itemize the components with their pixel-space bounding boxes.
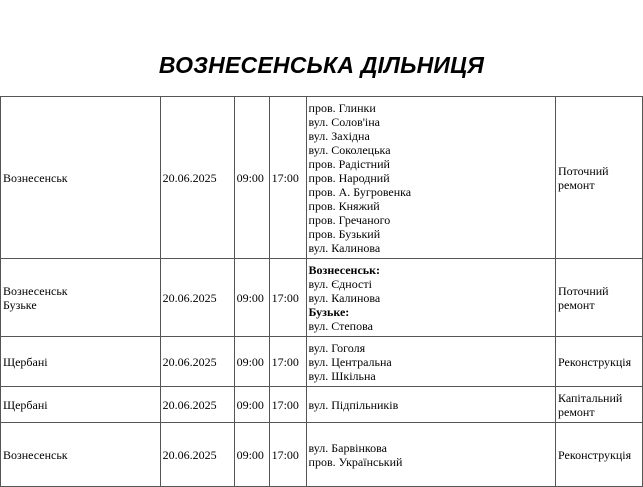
- street-name: пров. Народний: [308, 170, 390, 185]
- street-name: вул. Калинова: [308, 240, 381, 255]
- start-time-cell: [234, 259, 269, 337]
- street-name: пров. Український: [308, 454, 403, 469]
- start-time-cell: [234, 387, 269, 423]
- table-row: [1, 97, 643, 259]
- street-name: вул. Західна: [308, 128, 370, 143]
- outage-date: 20.06.2025: [162, 290, 217, 305]
- date-cell: [160, 337, 234, 387]
- date-cell: [160, 97, 234, 259]
- start-time-cell: [234, 337, 269, 387]
- start-time: 09:00: [236, 397, 264, 412]
- street-name: пров. Гречаного: [308, 212, 391, 227]
- start-time: 09:00: [236, 447, 264, 462]
- end-time-cell: [269, 259, 306, 337]
- outage-date: 20.06.2025: [162, 170, 217, 185]
- date-cell: [160, 387, 234, 423]
- street-name: пров. А. Бугровенка: [308, 184, 412, 199]
- start-time: 09:00: [236, 354, 264, 369]
- location-cell: [1, 97, 161, 259]
- street-name: вул. Калинова: [308, 290, 381, 305]
- street-name: вул. Єдності: [308, 276, 372, 291]
- end-time: 17:00: [271, 290, 299, 305]
- location-cell: [1, 259, 161, 337]
- start-time-cell: [234, 97, 269, 259]
- work-type: Реконструкція: [558, 354, 632, 369]
- street-name: пров. Бузький: [308, 226, 381, 241]
- end-time: 17:00: [271, 170, 299, 185]
- table-row: [1, 387, 643, 423]
- page-title: ВОЗНЕСЕНСЬКА ДІЛЬНИЦЯ: [158, 52, 485, 78]
- streets-cell: [306, 97, 555, 259]
- location-name: Щербані: [3, 354, 48, 369]
- end-time: 17:00: [271, 447, 299, 462]
- location-cell: [1, 387, 161, 423]
- end-time-cell: [269, 423, 306, 487]
- settlement-heading: Бузьке:: [308, 304, 350, 319]
- settlement-heading: Вознесенськ:: [308, 262, 381, 277]
- work-type-cell: [556, 423, 643, 487]
- location-name: Вознесенськ: [3, 283, 68, 298]
- street-name: вул. Центральна: [308, 354, 392, 369]
- start-time: 09:00: [236, 290, 264, 305]
- location-name: Щербані: [3, 397, 48, 412]
- location-cell: [1, 337, 161, 387]
- work-type: Реконструкція: [558, 447, 632, 462]
- date-cell: [160, 423, 234, 487]
- end-time: 17:00: [271, 354, 299, 369]
- start-time-cell: [234, 423, 269, 487]
- streets-cell: [306, 259, 555, 337]
- date-cell: [160, 259, 234, 337]
- schedule-body: [1, 97, 643, 487]
- street-name: пров. Глинки: [308, 100, 376, 115]
- end-time-cell: [269, 97, 306, 259]
- start-time: 09:00: [236, 170, 264, 185]
- work-type-cell: [556, 97, 643, 259]
- work-type-cell: [556, 259, 643, 337]
- work-type-cell: [556, 387, 643, 423]
- outage-date: 20.06.2025: [162, 354, 217, 369]
- work-type: Поточний: [558, 163, 609, 178]
- outage-date: 20.06.2025: [162, 397, 217, 412]
- location-cell: [1, 423, 161, 487]
- table-row: [1, 259, 643, 337]
- street-name: вул. Барвінкова: [308, 440, 387, 455]
- street-name: вул. Солов'іна: [308, 114, 381, 129]
- location-name: Вознесенськ: [3, 447, 68, 462]
- streets-cell: [306, 387, 555, 423]
- work-type: ремонт: [558, 177, 595, 192]
- work-type: ремонт: [558, 404, 595, 419]
- street-name: пров. Радістний: [308, 156, 390, 171]
- work-type: ремонт: [558, 297, 595, 312]
- streets-cell: [306, 337, 555, 387]
- street-name: пров. Княжий: [308, 198, 380, 213]
- end-time: 17:00: [271, 397, 299, 412]
- table-row: [1, 423, 643, 487]
- street-name: вул. Степова: [308, 318, 373, 333]
- table-row: [1, 337, 643, 387]
- streets-cell: [306, 423, 555, 487]
- street-name: вул. Підпільників: [308, 397, 399, 412]
- location-name: Бузьке: [3, 297, 37, 312]
- outage-date: 20.06.2025: [162, 447, 217, 462]
- outage-schedule-table: [0, 96, 643, 487]
- street-name: вул. Гоголя: [308, 340, 366, 355]
- end-time-cell: [269, 337, 306, 387]
- work-type: Капітальний: [558, 390, 623, 405]
- street-name: вул. Шкільна: [308, 368, 376, 383]
- end-time-cell: [269, 387, 306, 423]
- work-type: Поточний: [558, 283, 609, 298]
- work-type-cell: [556, 337, 643, 387]
- location-name: Вознесенськ: [3, 170, 68, 185]
- street-name: вул. Соколецька: [308, 142, 391, 157]
